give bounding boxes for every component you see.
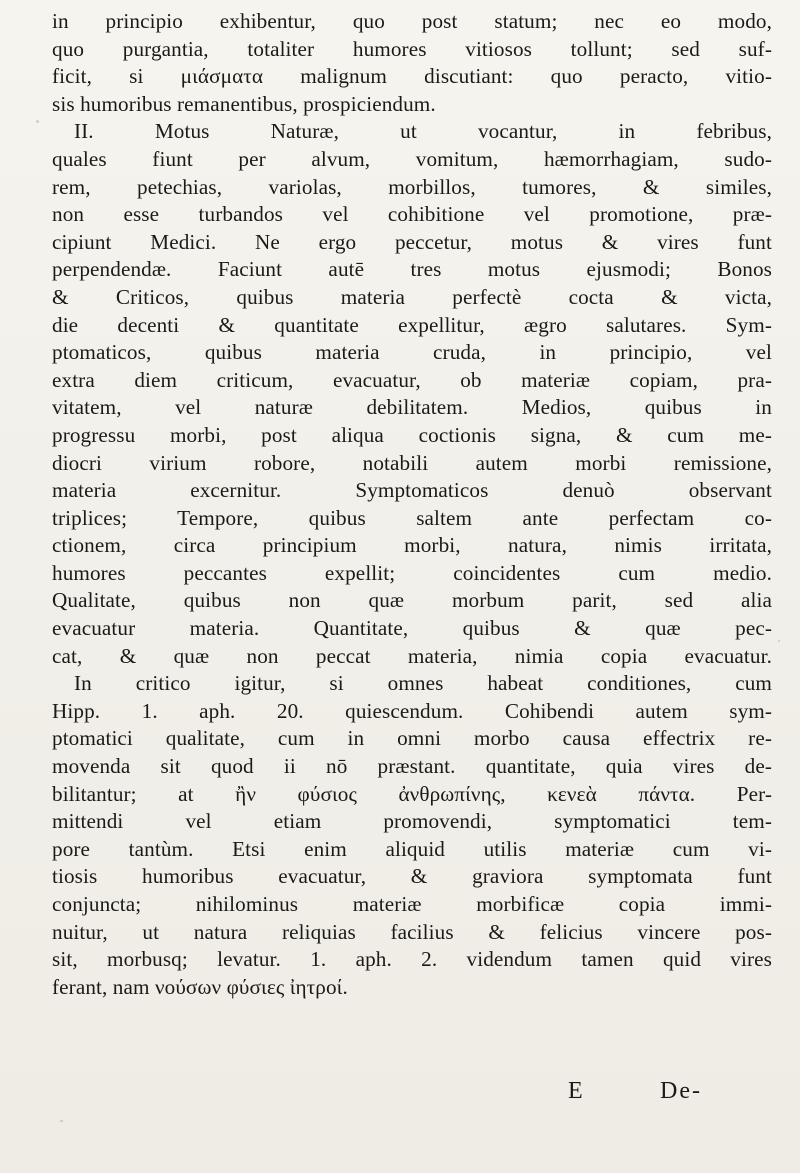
signature-mark: E [568, 1078, 585, 1104]
text-line: conjuncta; nihilominus materiæ morbificæ copia immi- [52, 892, 772, 916]
text-line: evacuatur materia. Quantitate, quibus & quæ pec- [52, 616, 772, 641]
text-line: humores peccantes expellit; coincidentes cum medio. [52, 560, 772, 585]
ink-speck [60, 1120, 63, 1122]
text-line: pore tantùm. Etsi enim aliquid utilis materiæ cum vi- [52, 836, 772, 861]
text-line: materia excernitur. Symptomaticos denuò observant [52, 478, 772, 503]
text-line: sis humoribus remanentibus, prospiciendum. [52, 91, 436, 116]
text-line: & Criticos, quibus materia perfectè cocta & victa, [52, 284, 772, 309]
text-line: cat, & quæ non peccat materia, nimia copia evacuatur. [52, 643, 772, 668]
text-line: die decenti & quantitate expellitur, ægro salutares. Sym- [52, 312, 772, 337]
body-text [52, 8, 772, 1001]
text-line: mittendi vel etiam promovendi, symptomatici tem- [52, 809, 772, 834]
text-line: Hipp. 1. aph. 20. quiescendum. Cohibendi autem sym- [52, 698, 772, 723]
text-line: in principio exhibentur, quo post statum; nec eo modo, [52, 9, 772, 33]
ink-speck [36, 120, 39, 123]
text-line: movenda sit quod ii nō præstant. quantitate, quia vires de- [52, 754, 772, 779]
text-line: sit, morbusq; levatur. 1. aph. 2. videndum tamen quid vires [52, 947, 772, 972]
text-line: diocri virium robore, notabili autem morbi remissione, [52, 450, 772, 475]
text-line: Qualitate, quibus non quæ morbum parit, sed alia [52, 588, 772, 613]
text-line: ficit, si μιάσματα malignum discutiant: quo peracto, vitio- [52, 64, 772, 89]
catchword: De- [660, 1078, 702, 1104]
text-line: vitatem, vel naturæ debilitatem. Medios, quibus in [52, 395, 772, 420]
ink-speck [778, 640, 780, 642]
text-line: In critico igitur, si omnes habeat conditiones, cum [74, 671, 772, 696]
text-line: nuitur, ut natura reliquias facilius & felicius vincere pos- [52, 919, 772, 944]
text-line: cipiunt Medici. Ne ergo peccetur, motus & vires funt [52, 229, 772, 254]
text-line: non esse turbandos vel cohibitione vel promotione, præ- [52, 202, 772, 227]
text-line: ptomaticos, quibus materia cruda, in principio, vel [52, 340, 772, 365]
text-line: tiosis humoribus evacuatur, & graviora symptomata funt [52, 864, 772, 889]
text-line: ctionem, circa principium morbi, natura, nimis irritata, [52, 533, 772, 558]
text-line: quales fiunt per alvum, vomitum, hæmorrhagiam, sudo- [52, 146, 772, 171]
text-line: ferant, nam νούσων φύσιες ἰητροί. [52, 974, 348, 999]
text-line: ptomatici qualitate, cum in omni morbo causa effectrix re- [52, 726, 772, 751]
text-line: quo purgantia, totaliter humores vitiosos tollunt; sed suf- [52, 36, 772, 61]
text-line: progressu morbi, post aliqua coctionis signa, & cum me- [52, 422, 772, 447]
text-line: triplices; Tempore, quibus saltem ante perfectam co- [52, 505, 772, 530]
text-line: bilitantur; at ἢν φύσιος ἀνθρωπίνης, κενεὰ πάντα. Per- [52, 781, 772, 806]
text-line: II. Motus Naturæ, ut vocantur, in febribus, [74, 119, 772, 144]
text-line: perpendendæ. Faciunt autē tres motus ejusmodi; Bonos [52, 257, 772, 282]
text-line: rem, petechias, variolas, morbillos, tumores, & similes, [52, 174, 772, 199]
text-line: extra diem criticum, evacuatur, ob materiæ copiam, pra- [52, 367, 772, 392]
